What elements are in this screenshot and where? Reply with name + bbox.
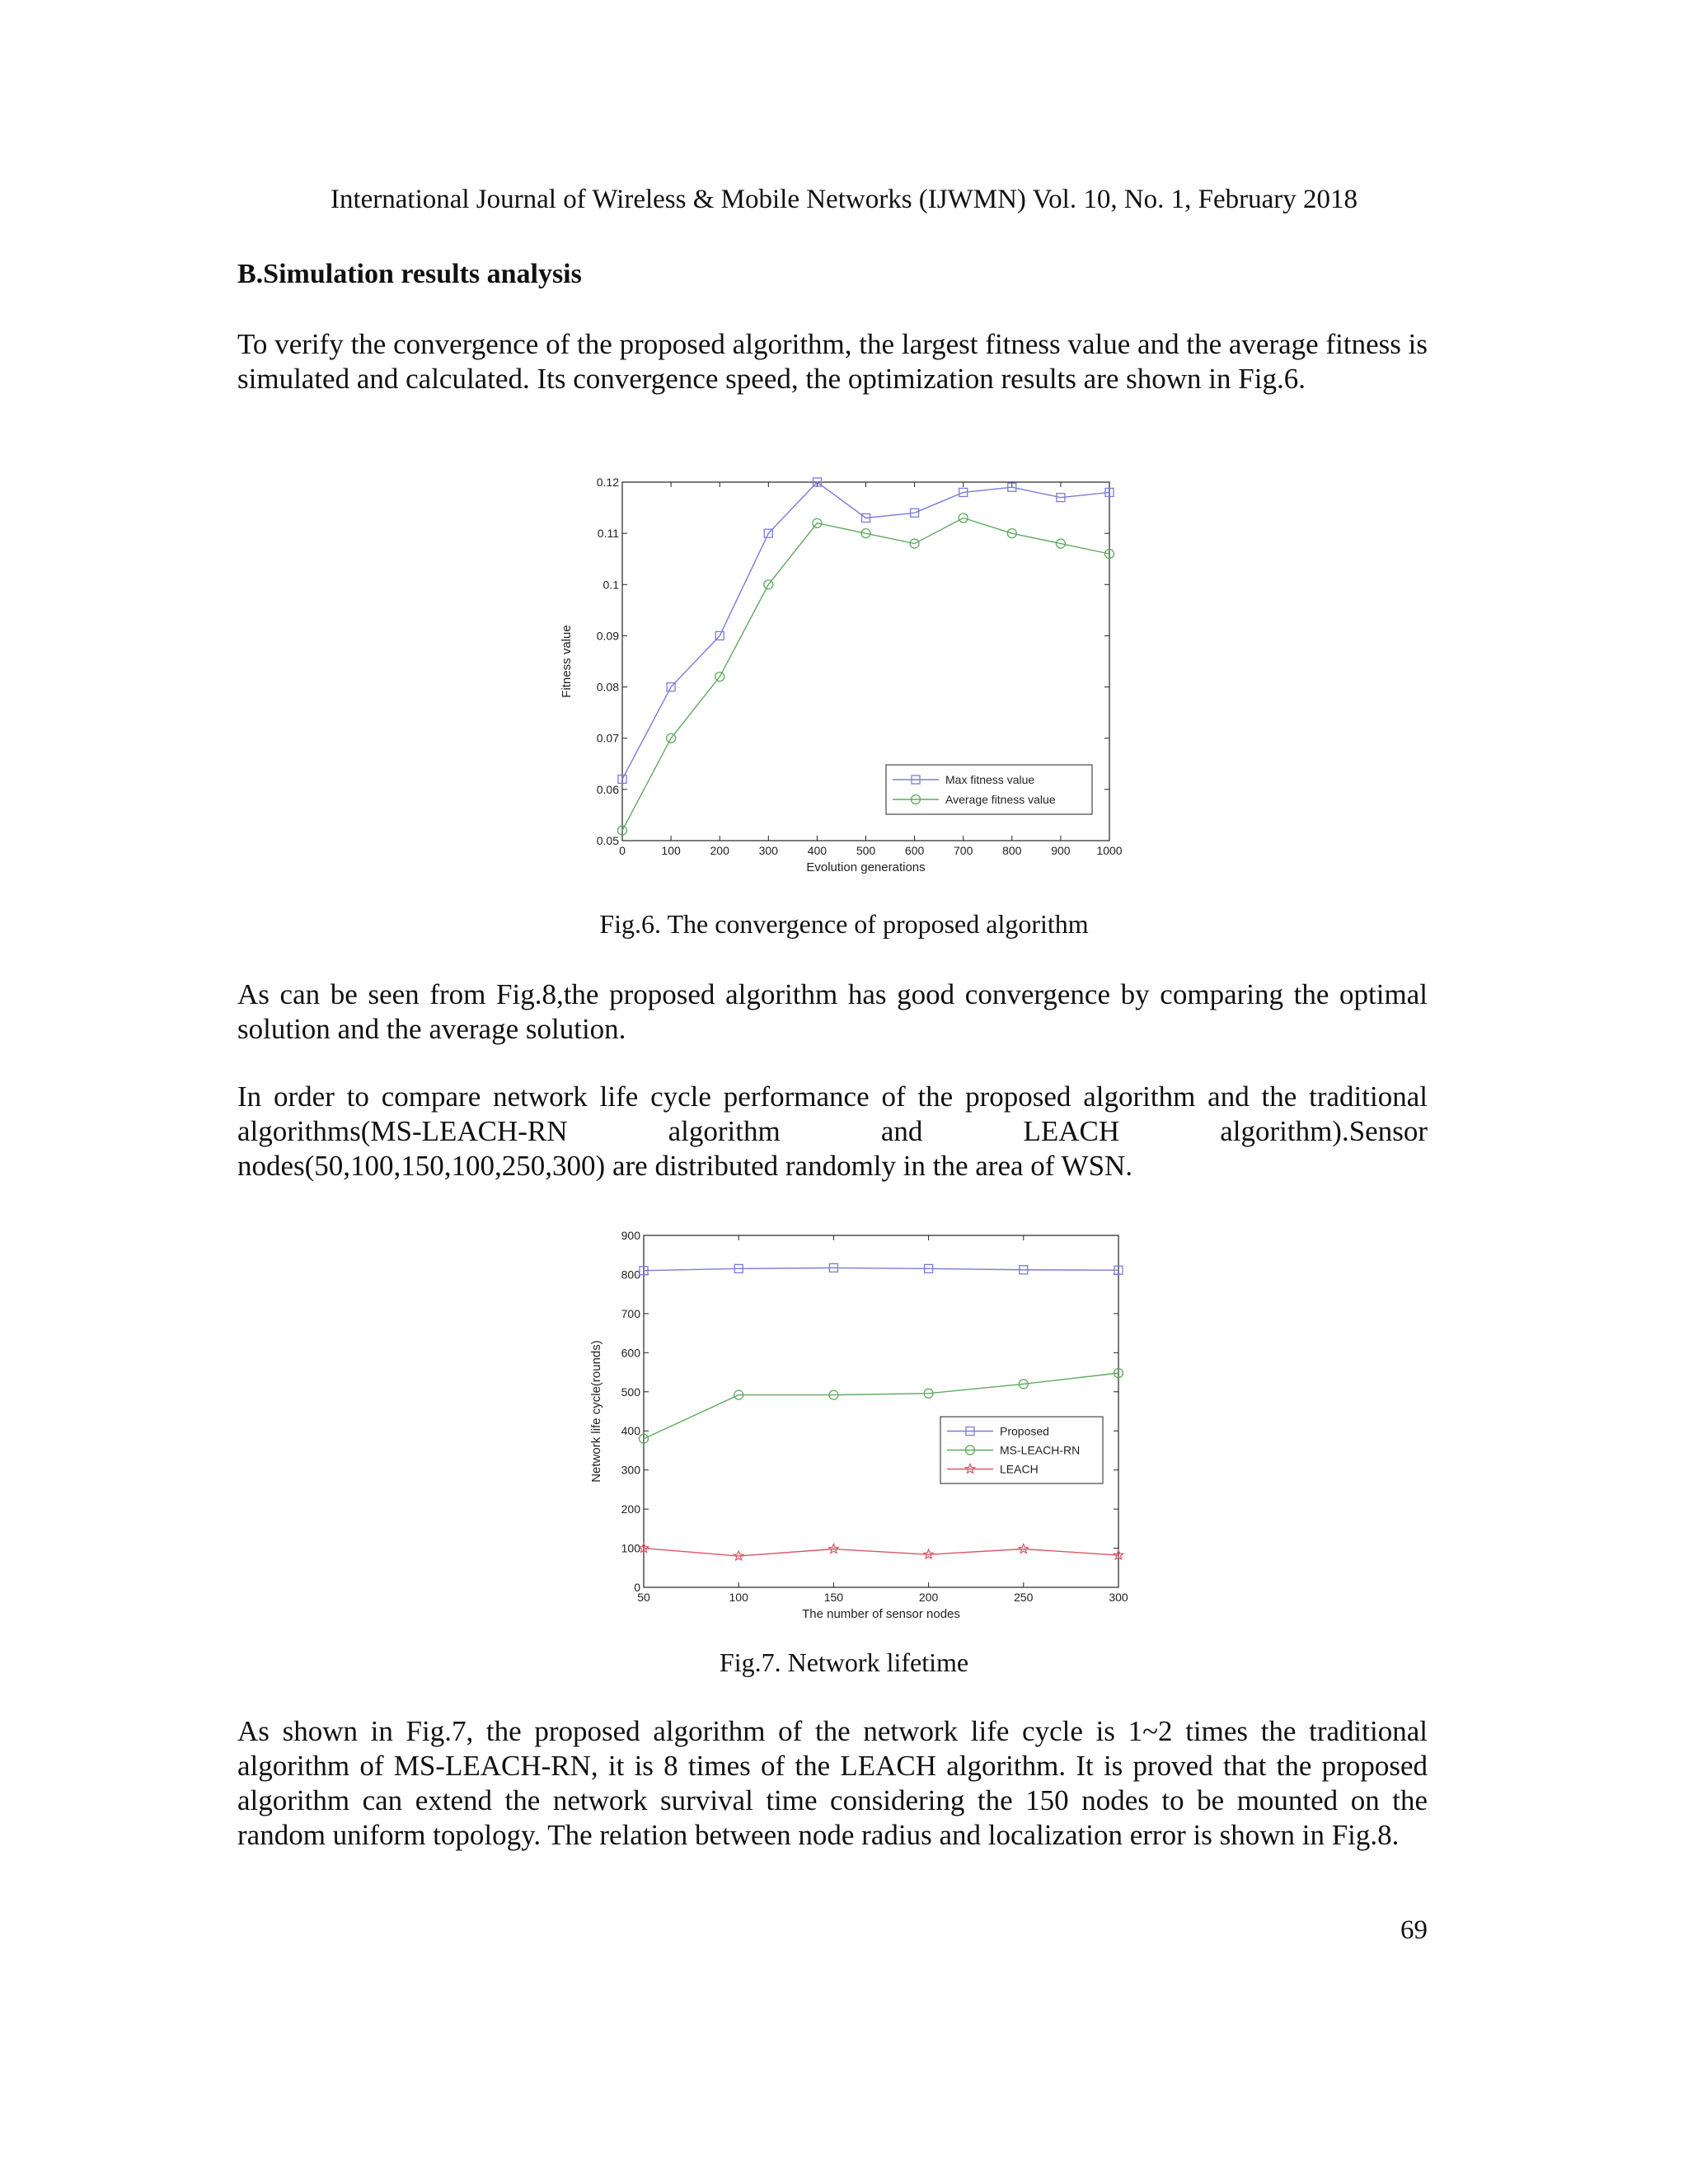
y-axis-label: Network life cycle(rounds): [589, 1340, 603, 1483]
legend-entry: MS-LEACH-RN: [1000, 1443, 1081, 1457]
figure-6-caption: Fig.6. The convergence of proposed algorithm: [599, 909, 1089, 939]
x-tick-label: 300: [1109, 1591, 1128, 1604]
paragraph-lifecycle-setup: In order to compare network life cycle performance of the proposed algorithm and the traditional algorithms(MS-LEACH-RN algorithm and LEACH algorithm).Sensor nodes(50,100,150,100,250,300) are distributed randomly in the area of WSN.: [237, 1080, 1428, 1182]
x-axis-label: The number of sensor nodes: [802, 1607, 960, 1621]
legend-entry: LEACH: [1000, 1462, 1039, 1476]
paragraph-convergence-intro: To verify the convergence of the proposed algorithm, the largest fitness value and the average fitness is simulated and calculated. Its convergence speed, the optimization results are shown in Fig.6.: [237, 328, 1428, 395]
x-tick-label: 200: [710, 844, 729, 857]
legend: [940, 1417, 1103, 1483]
x-tick-label: 600: [904, 844, 925, 857]
plot-area-frame: [644, 1235, 1118, 1587]
x-tick-label: 200: [918, 1591, 939, 1604]
y-tick-label: 0.09: [596, 629, 619, 643]
y-tick-label: 0.12: [596, 476, 619, 489]
y-tick-label: 0.08: [596, 680, 619, 694]
y-tick-label: 300: [621, 1463, 640, 1477]
y-tick-label: 900: [621, 1229, 640, 1242]
y-tick-label: 800: [621, 1268, 640, 1282]
y-tick-label: 0: [634, 1581, 640, 1594]
x-tick-label: 150: [823, 1591, 844, 1604]
running-header: International Journal of Wireless & Mobile Networks (IJWMN) Vol. 10, No. 1, February 2018: [330, 185, 1358, 214]
legend: [886, 765, 1092, 814]
y-tick-label: 0.1: [603, 578, 619, 592]
x-tick-label: 0: [619, 844, 626, 857]
section-heading: B.Simulation results analysis: [237, 259, 582, 289]
x-tick-label: 100: [729, 1591, 748, 1604]
y-tick-label: 600: [621, 1346, 640, 1360]
x-tick-label: 100: [661, 844, 681, 857]
legend-entry: Max fitness value: [945, 773, 1035, 786]
x-tick-label: 1000: [1096, 844, 1123, 857]
x-tick-label: 400: [807, 844, 828, 857]
x-tick-label: 900: [1051, 844, 1071, 857]
y-axis-label: Fitness value: [560, 625, 574, 698]
x-tick-label: 300: [758, 844, 778, 857]
x-tick-label: 500: [856, 844, 876, 857]
y-tick-label: 0.07: [596, 731, 619, 745]
x-tick-label: 800: [1002, 844, 1022, 857]
paragraph-convergence-result: As can be seen from Fig.8,the proposed algorithm has good convergence by comparing the optimal solution and the average solution.: [237, 978, 1428, 1045]
x-tick-label: 700: [954, 844, 973, 857]
x-tick-label: 250: [1014, 1591, 1034, 1604]
y-tick-label: 700: [621, 1306, 640, 1320]
x-axis-label: Evolution generations: [806, 860, 926, 874]
legend-box: [886, 765, 1092, 814]
y-tick-label: 0.05: [596, 834, 619, 847]
y-tick-label: 200: [621, 1502, 640, 1516]
y-tick-label: 0.11: [597, 527, 619, 541]
figure-7-chart: [577, 1220, 1170, 1621]
legend-entry: Average fitness value: [945, 793, 1056, 806]
y-tick-label: 500: [621, 1385, 640, 1399]
y-tick-label: 100: [621, 1541, 640, 1555]
page-number: 69: [1400, 1915, 1428, 1945]
paragraph-lifecycle-result: As shown in Fig.7, the proposed algorithm of the network life cycle is 1~2 times the traditional algorithm of MS-LEACH-RN, it is 8 times of the LEACH algorithm. It is proved that the proposed algorithm can extend the network survival time considering the 150 nodes to be mounted on the random uniform topology. The relation between node radius and localization error is shown in Fig.8.: [237, 1715, 1428, 1851]
y-tick-label: 0.06: [596, 782, 619, 796]
x-tick-label: 50: [637, 1591, 650, 1604]
figure-6-chart: [528, 462, 1154, 890]
figure-7-caption: Fig.7. Network lifetime: [719, 1647, 969, 1677]
y-tick-label: 400: [621, 1424, 640, 1438]
legend-entry: Proposed: [1000, 1424, 1049, 1438]
